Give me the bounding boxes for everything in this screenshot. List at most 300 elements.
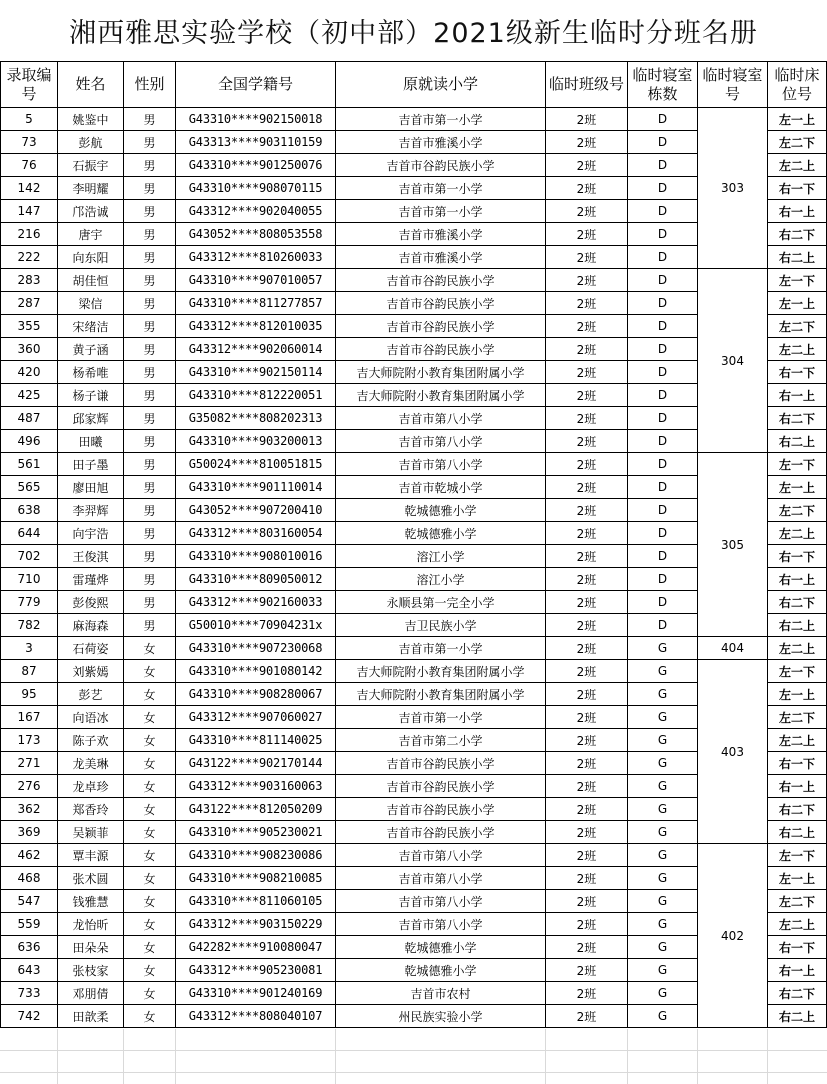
table-row xyxy=(1,453,827,476)
cell-id: 561 xyxy=(1,453,58,476)
cell-gender: 男 xyxy=(124,315,176,338)
cell-school: 州民族实验小学 xyxy=(336,1005,546,1028)
cell-reg: G43122****812050209 xyxy=(176,798,336,821)
cell-building: D xyxy=(628,614,698,637)
cell-school: 吉大师院附小教育集团附属小学 xyxy=(336,384,546,407)
cell-school: 吉首市谷韵民族小学 xyxy=(336,752,546,775)
cell-name: 田歆柔 xyxy=(58,1005,124,1028)
cell-class: 2班 xyxy=(546,844,628,867)
cell-id: 638 xyxy=(1,499,58,522)
cell-building: G xyxy=(628,867,698,890)
cell-name: 雷瑾烨 xyxy=(58,568,124,591)
cell-school: 溶江小学 xyxy=(336,568,546,591)
cell-gender: 男 xyxy=(124,522,176,545)
cell-building: D xyxy=(628,545,698,568)
cell-class: 2班 xyxy=(546,292,628,315)
cell-building: D xyxy=(628,246,698,269)
cell-reg: G43310****908210085 xyxy=(176,867,336,890)
cell-class: 2班 xyxy=(546,683,628,706)
cell-gender: 男 xyxy=(124,430,176,453)
cell-gender: 男 xyxy=(124,568,176,591)
cell-bed: 右二上 xyxy=(768,1005,827,1028)
cell-name: 龙卓珍 xyxy=(58,775,124,798)
cell-reg: G43052****907200410 xyxy=(176,499,336,522)
cell-class: 2班 xyxy=(546,890,628,913)
cell-reg: G43310****811060105 xyxy=(176,890,336,913)
cell-name: 彭俊熙 xyxy=(58,591,124,614)
cell-name: 郑香玲 xyxy=(58,798,124,821)
cell-bed: 左一上 xyxy=(768,867,827,890)
cell-gender: 男 xyxy=(124,591,176,614)
cell-bed: 右二下 xyxy=(768,798,827,821)
cell-school: 吉首市雅溪小学 xyxy=(336,246,546,269)
cell-id: 643 xyxy=(1,959,58,982)
cell-bed: 左一上 xyxy=(768,292,827,315)
empty-sheet-grid xyxy=(0,1029,827,1084)
cell-gender: 女 xyxy=(124,752,176,775)
cell-building: G xyxy=(628,913,698,936)
cell-reg: G43310****811277857 xyxy=(176,292,336,315)
cell-building: G xyxy=(628,706,698,729)
cell-building: G xyxy=(628,844,698,867)
cell-school: 吉首市第一小学 xyxy=(336,706,546,729)
cell-building: G xyxy=(628,890,698,913)
cell-class: 2班 xyxy=(546,660,628,683)
cell-class: 2班 xyxy=(546,637,628,660)
cell-building: G xyxy=(628,752,698,775)
cell-class: 2班 xyxy=(546,867,628,890)
cell-building: G xyxy=(628,1005,698,1028)
cell-name: 李明耀 xyxy=(58,177,124,200)
cell-class: 2班 xyxy=(546,315,628,338)
cell-reg: G43312****905230081 xyxy=(176,959,336,982)
cell-bed: 左二上 xyxy=(768,913,827,936)
cell-bed: 左一上 xyxy=(768,683,827,706)
cell-bed: 右一下 xyxy=(768,936,827,959)
cell-school: 吉首市第八小学 xyxy=(336,844,546,867)
cell-class: 2班 xyxy=(546,821,628,844)
cell-school: 吉首市第一小学 xyxy=(336,637,546,660)
cell-school: 吉大师院附小教育集团附属小学 xyxy=(336,361,546,384)
cell-building: D xyxy=(628,499,698,522)
cell-bed: 右一下 xyxy=(768,752,827,775)
cell-room: 305 xyxy=(698,453,768,637)
cell-building: G xyxy=(628,729,698,752)
cell-reg: G43310****905230021 xyxy=(176,821,336,844)
cell-building: D xyxy=(628,430,698,453)
cell-gender: 女 xyxy=(124,867,176,890)
cell-gender: 男 xyxy=(124,200,176,223)
cell-school: 吉首市谷韵民族小学 xyxy=(336,821,546,844)
cell-name: 向东阳 xyxy=(58,246,124,269)
cell-name: 龙怡昕 xyxy=(58,913,124,936)
cell-name: 邓朋倩 xyxy=(58,982,124,1005)
roster-table xyxy=(0,61,827,1028)
grid-line xyxy=(697,1029,698,1084)
cell-class: 2班 xyxy=(546,522,628,545)
cell-school: 吉首市第二小学 xyxy=(336,729,546,752)
cell-id: 87 xyxy=(1,660,58,683)
cell-name: 王俊淇 xyxy=(58,545,124,568)
roster-body xyxy=(1,108,827,1028)
cell-id: 733 xyxy=(1,982,58,1005)
cell-name: 彭艺 xyxy=(58,683,124,706)
cell-id: 5 xyxy=(1,108,58,131)
cell-class: 2班 xyxy=(546,913,628,936)
cell-school: 吉首市第八小学 xyxy=(336,453,546,476)
cell-id: 3 xyxy=(1,637,58,660)
cell-id: 360 xyxy=(1,338,58,361)
cell-school: 吉大师院附小教育集团附属小学 xyxy=(336,660,546,683)
cell-name: 石振宇 xyxy=(58,154,124,177)
cell-class: 2班 xyxy=(546,131,628,154)
cell-class: 2班 xyxy=(546,591,628,614)
cell-building: G xyxy=(628,982,698,1005)
grid-line xyxy=(767,1029,768,1084)
cell-id: 142 xyxy=(1,177,58,200)
cell-name: 胡佳恒 xyxy=(58,269,124,292)
cell-building: G xyxy=(628,798,698,821)
cell-id: 95 xyxy=(1,683,58,706)
cell-building: D xyxy=(628,269,698,292)
cell-school: 溶江小学 xyxy=(336,545,546,568)
cell-id: 355 xyxy=(1,315,58,338)
cell-bed: 左二上 xyxy=(768,729,827,752)
cell-bed: 左二下 xyxy=(768,499,827,522)
cell-school: 吉首市第一小学 xyxy=(336,177,546,200)
cell-name: 姚鉴中 xyxy=(58,108,124,131)
cell-school: 吉首市第八小学 xyxy=(336,407,546,430)
cell-reg: G43312****808040107 xyxy=(176,1005,336,1028)
cell-reg: G42282****910080047 xyxy=(176,936,336,959)
cell-school: 吉首市第八小学 xyxy=(336,867,546,890)
cell-gender: 女 xyxy=(124,844,176,867)
cell-name: 吴颖菲 xyxy=(58,821,124,844)
cell-building: D xyxy=(628,476,698,499)
cell-building: D xyxy=(628,338,698,361)
cell-gender: 女 xyxy=(124,683,176,706)
cell-reg: G43310****901250076 xyxy=(176,154,336,177)
cell-name: 陈子欢 xyxy=(58,729,124,752)
cell-building: D xyxy=(628,223,698,246)
grid-line xyxy=(175,1029,176,1084)
cell-name: 石荷姿 xyxy=(58,637,124,660)
cell-reg: G43310****907010057 xyxy=(176,269,336,292)
cell-gender: 女 xyxy=(124,637,176,660)
header-bed: 临时床位号 xyxy=(768,62,827,108)
cell-gender: 女 xyxy=(124,775,176,798)
header-name: 姓名 xyxy=(58,62,124,108)
cell-bed: 右一上 xyxy=(768,568,827,591)
header-room: 临时寝室号 xyxy=(698,62,768,108)
cell-gender: 女 xyxy=(124,798,176,821)
cell-reg: G43310****901240169 xyxy=(176,982,336,1005)
cell-building: D xyxy=(628,200,698,223)
cell-school: 吉首市雅溪小学 xyxy=(336,223,546,246)
cell-name: 龙美琳 xyxy=(58,752,124,775)
cell-bed: 右二下 xyxy=(768,591,827,614)
cell-id: 710 xyxy=(1,568,58,591)
cell-id: 565 xyxy=(1,476,58,499)
cell-bed: 右二上 xyxy=(768,614,827,637)
cell-id: 782 xyxy=(1,614,58,637)
cell-school: 吉大师院附小教育集团附属小学 xyxy=(336,683,546,706)
cell-school: 吉首市农村 xyxy=(336,982,546,1005)
cell-name: 向语冰 xyxy=(58,706,124,729)
cell-room: 304 xyxy=(698,269,768,453)
cell-bed: 右二上 xyxy=(768,246,827,269)
cell-id: 559 xyxy=(1,913,58,936)
cell-bed: 右一上 xyxy=(768,775,827,798)
cell-bed: 左二上 xyxy=(768,338,827,361)
cell-id: 644 xyxy=(1,522,58,545)
cell-bed: 右一上 xyxy=(768,959,827,982)
cell-id: 779 xyxy=(1,591,58,614)
cell-class: 2班 xyxy=(546,269,628,292)
cell-room: 404 xyxy=(698,637,768,660)
cell-id: 742 xyxy=(1,1005,58,1028)
cell-name: 张术圆 xyxy=(58,867,124,890)
cell-building: D xyxy=(628,108,698,131)
cell-bed: 左一下 xyxy=(768,453,827,476)
cell-gender: 男 xyxy=(124,108,176,131)
table-row xyxy=(1,844,827,867)
cell-name: 田朵朵 xyxy=(58,936,124,959)
cell-class: 2班 xyxy=(546,223,628,246)
cell-class: 2班 xyxy=(546,154,628,177)
cell-bed: 右一下 xyxy=(768,361,827,384)
cell-class: 2班 xyxy=(546,200,628,223)
grid-line xyxy=(627,1029,628,1084)
cell-class: 2班 xyxy=(546,499,628,522)
cell-room: 303 xyxy=(698,108,768,269)
cell-gender: 女 xyxy=(124,821,176,844)
page-title: 湘西雅思实验学校（初中部）2021级新生临时分班名册 xyxy=(0,0,827,62)
cell-bed: 右二下 xyxy=(768,982,827,1005)
cell-class: 2班 xyxy=(546,729,628,752)
cell-school: 乾城德雅小学 xyxy=(336,499,546,522)
cell-reg: G43310****901110014 xyxy=(176,476,336,499)
cell-building: D xyxy=(628,292,698,315)
cell-school: 吉首市第八小学 xyxy=(336,913,546,936)
cell-reg: G50010****70904231x xyxy=(176,614,336,637)
cell-name: 李羿辉 xyxy=(58,499,124,522)
cell-gender: 男 xyxy=(124,476,176,499)
cell-bed: 左一下 xyxy=(768,844,827,867)
cell-school: 吉首市谷韵民族小学 xyxy=(336,315,546,338)
cell-reg: G43312****812010035 xyxy=(176,315,336,338)
cell-gender: 女 xyxy=(124,1005,176,1028)
cell-gender: 男 xyxy=(124,177,176,200)
cell-class: 2班 xyxy=(546,384,628,407)
cell-gender: 女 xyxy=(124,913,176,936)
header-building: 临时寝室栋数 xyxy=(628,62,698,108)
cell-name: 廖田旭 xyxy=(58,476,124,499)
cell-gender: 男 xyxy=(124,384,176,407)
cell-reg: G43310****902150018 xyxy=(176,108,336,131)
cell-id: 425 xyxy=(1,384,58,407)
cell-id: 496 xyxy=(1,430,58,453)
cell-building: D xyxy=(628,361,698,384)
cell-reg: G43312****903150229 xyxy=(176,913,336,936)
cell-name: 麻海森 xyxy=(58,614,124,637)
cell-class: 2班 xyxy=(546,246,628,269)
cell-building: D xyxy=(628,522,698,545)
cell-class: 2班 xyxy=(546,476,628,499)
cell-id: 420 xyxy=(1,361,58,384)
cell-name: 田子墨 xyxy=(58,453,124,476)
cell-reg: G43312****803160054 xyxy=(176,522,336,545)
cell-school: 乾城德雅小学 xyxy=(336,936,546,959)
cell-class: 2班 xyxy=(546,568,628,591)
cell-bed: 右二上 xyxy=(768,821,827,844)
header-reg: 全国学籍号 xyxy=(176,62,336,108)
cell-gender: 女 xyxy=(124,936,176,959)
cell-class: 2班 xyxy=(546,775,628,798)
cell-building: G xyxy=(628,637,698,660)
cell-id: 147 xyxy=(1,200,58,223)
cell-reg: G43052****808053558 xyxy=(176,223,336,246)
cell-bed: 右一上 xyxy=(768,200,827,223)
cell-reg: G43312****902060014 xyxy=(176,338,336,361)
cell-school: 吉首市谷韵民族小学 xyxy=(336,338,546,361)
cell-class: 2班 xyxy=(546,453,628,476)
cell-id: 76 xyxy=(1,154,58,177)
grid-line xyxy=(335,1029,336,1084)
cell-reg: G43310****902150114 xyxy=(176,361,336,384)
cell-class: 2班 xyxy=(546,982,628,1005)
cell-school: 吉首市谷韵民族小学 xyxy=(336,269,546,292)
cell-school: 吉首市乾城小学 xyxy=(336,476,546,499)
cell-gender: 女 xyxy=(124,890,176,913)
cell-building: G xyxy=(628,660,698,683)
cell-reg: G43310****811140025 xyxy=(176,729,336,752)
cell-reg: G43312****902040055 xyxy=(176,200,336,223)
cell-name: 梁信 xyxy=(58,292,124,315)
cell-bed: 左二下 xyxy=(768,890,827,913)
cell-reg: G43122****902170144 xyxy=(176,752,336,775)
cell-gender: 男 xyxy=(124,246,176,269)
cell-reg: G43312****907060027 xyxy=(176,706,336,729)
cell-school: 吉首市谷韵民族小学 xyxy=(336,292,546,315)
table-row xyxy=(1,108,827,131)
cell-school: 乾城德雅小学 xyxy=(336,522,546,545)
cell-bed: 左二上 xyxy=(768,637,827,660)
cell-school: 吉首市第一小学 xyxy=(336,200,546,223)
header-gender: 性别 xyxy=(124,62,176,108)
cell-bed: 右一下 xyxy=(768,545,827,568)
cell-reg: G43312****902160033 xyxy=(176,591,336,614)
cell-gender: 女 xyxy=(124,982,176,1005)
cell-building: D xyxy=(628,568,698,591)
cell-school: 吉卫民族小学 xyxy=(336,614,546,637)
cell-gender: 女 xyxy=(124,660,176,683)
cell-building: D xyxy=(628,154,698,177)
cell-id: 287 xyxy=(1,292,58,315)
cell-building: G xyxy=(628,959,698,982)
cell-class: 2班 xyxy=(546,752,628,775)
cell-gender: 男 xyxy=(124,154,176,177)
cell-id: 283 xyxy=(1,269,58,292)
cell-class: 2班 xyxy=(546,177,628,200)
cell-gender: 男 xyxy=(124,223,176,246)
cell-bed: 左一上 xyxy=(768,108,827,131)
cell-name: 钱雅慧 xyxy=(58,890,124,913)
cell-gender: 男 xyxy=(124,131,176,154)
cell-building: D xyxy=(628,407,698,430)
cell-school: 永顺县第一完全小学 xyxy=(336,591,546,614)
cell-bed: 右一上 xyxy=(768,384,827,407)
cell-gender: 女 xyxy=(124,706,176,729)
cell-reg: G43310****908010016 xyxy=(176,545,336,568)
table-row xyxy=(1,660,827,683)
cell-building: G xyxy=(628,683,698,706)
cell-bed: 左一上 xyxy=(768,476,827,499)
cell-school: 吉首市第八小学 xyxy=(336,890,546,913)
cell-id: 462 xyxy=(1,844,58,867)
cell-name: 邝浩诚 xyxy=(58,200,124,223)
cell-reg: G35082****808202313 xyxy=(176,407,336,430)
cell-id: 362 xyxy=(1,798,58,821)
cell-name: 杨子谦 xyxy=(58,384,124,407)
header-class: 临时班级号 xyxy=(546,62,628,108)
cell-class: 2班 xyxy=(546,706,628,729)
table-row xyxy=(1,269,827,292)
cell-school: 吉首市谷韵民族小学 xyxy=(336,798,546,821)
cell-bed: 左二上 xyxy=(768,522,827,545)
cell-name: 张枝家 xyxy=(58,959,124,982)
cell-bed: 左二下 xyxy=(768,706,827,729)
table-row xyxy=(1,637,827,660)
cell-reg: G43310****901080142 xyxy=(176,660,336,683)
cell-bed: 右二下 xyxy=(768,223,827,246)
cell-name: 向宇浩 xyxy=(58,522,124,545)
cell-gender: 女 xyxy=(124,729,176,752)
cell-school: 吉首市第八小学 xyxy=(336,430,546,453)
cell-bed: 左一下 xyxy=(768,660,827,683)
cell-class: 2班 xyxy=(546,361,628,384)
cell-name: 彭航 xyxy=(58,131,124,154)
cell-bed: 左二下 xyxy=(768,131,827,154)
cell-id: 173 xyxy=(1,729,58,752)
cell-id: 702 xyxy=(1,545,58,568)
cell-id: 547 xyxy=(1,890,58,913)
cell-class: 2班 xyxy=(546,338,628,361)
cell-id: 271 xyxy=(1,752,58,775)
cell-reg: G43310****908070115 xyxy=(176,177,336,200)
cell-building: D xyxy=(628,315,698,338)
cell-name: 田曦 xyxy=(58,430,124,453)
cell-room: 402 xyxy=(698,844,768,1028)
header-id: 录取编号 xyxy=(1,62,58,108)
cell-bed: 右一下 xyxy=(768,177,827,200)
cell-gender: 男 xyxy=(124,338,176,361)
cell-name: 唐宇 xyxy=(58,223,124,246)
cell-reg: G50024****810051815 xyxy=(176,453,336,476)
cell-id: 73 xyxy=(1,131,58,154)
cell-id: 468 xyxy=(1,867,58,890)
cell-gender: 男 xyxy=(124,292,176,315)
cell-bed: 左一下 xyxy=(768,269,827,292)
cell-id: 487 xyxy=(1,407,58,430)
cell-class: 2班 xyxy=(546,959,628,982)
cell-bed: 右二下 xyxy=(768,407,827,430)
cell-class: 2班 xyxy=(546,545,628,568)
cell-id: 167 xyxy=(1,706,58,729)
cell-school: 吉首市谷韵民族小学 xyxy=(336,775,546,798)
cell-id: 216 xyxy=(1,223,58,246)
cell-gender: 男 xyxy=(124,407,176,430)
